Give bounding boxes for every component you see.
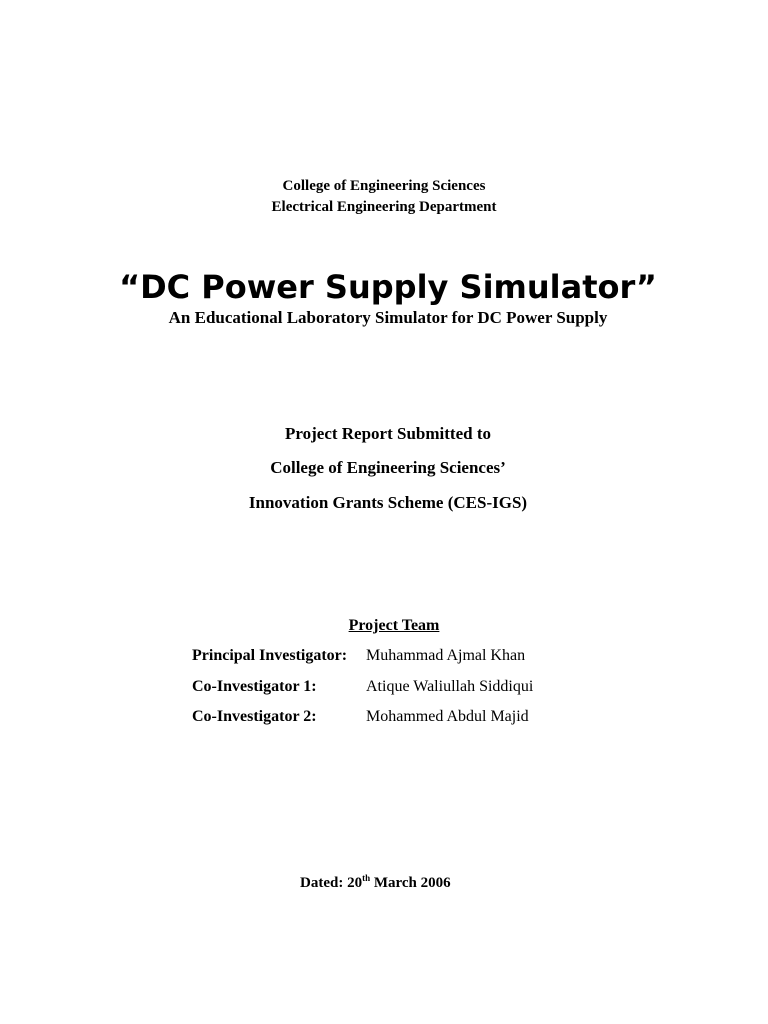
document-subtitle: An Educational Laboratory Simulator for DC Power Supply <box>168 308 608 327</box>
team-member-principal-investigator <box>192 647 526 665</box>
submission-line-3: Innovation Grants Scheme (CES-IGS) <box>248 493 528 512</box>
team-member-role: Principal Investigator: <box>192 647 348 664</box>
date-rest: March 2006 <box>370 875 451 891</box>
document-date <box>300 875 451 892</box>
team-member-role: Co-Investigator 2: <box>192 708 317 725</box>
college-name: College of Engineering Sciences <box>282 178 486 194</box>
team-member-name: Muhammad Ajmal Khan <box>366 647 526 664</box>
document-title: “DC Power Supply Simulator” <box>119 268 657 306</box>
date-ordinal-suffix: th <box>362 873 371 883</box>
team-member-name: Mohammed Abdul Majid <box>366 708 529 725</box>
date-prefix: Dated: 20 <box>300 875 363 891</box>
team-member-co-investigator-2 <box>192 708 529 726</box>
submission-line-1: Project Report Submitted to <box>284 424 491 443</box>
project-team-heading: Project Team <box>348 617 440 634</box>
team-member-co-investigator-1 <box>192 678 534 696</box>
team-member-role: Co-Investigator 1: <box>192 678 317 695</box>
team-member-name: Atique Waliullah Siddiqui <box>366 678 534 695</box>
department-name: Electrical Engineering Department <box>271 199 497 215</box>
submission-line-2: College of Engineering Sciences’ <box>270 458 506 477</box>
